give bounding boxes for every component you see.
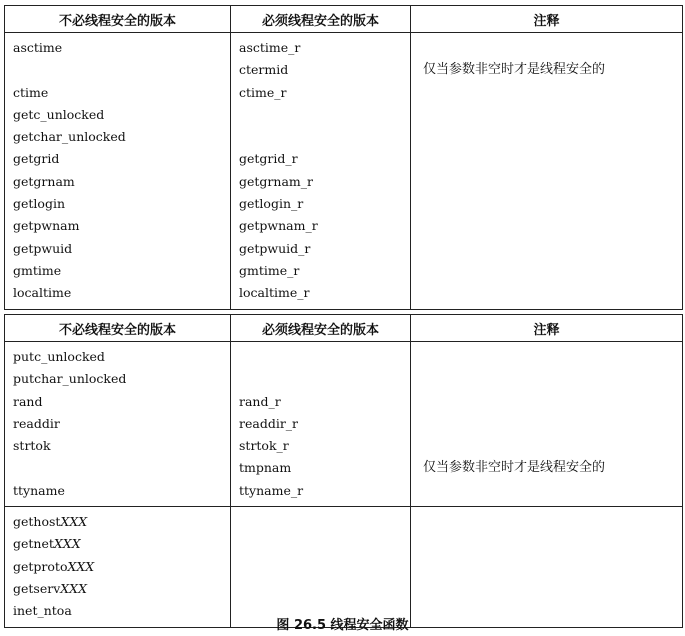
function-name: getgrnam: [13, 173, 75, 189]
thread-safe-table-2: [4, 314, 683, 628]
figure-caption: 图 26.5 线程安全函数: [276, 618, 409, 633]
notes-column: [411, 342, 682, 484]
function-name: [13, 457, 222, 479]
function-name: getpwuid: [13, 240, 73, 256]
function-name: getlogin: [13, 196, 65, 212]
non-thread-safe-column: [5, 507, 230, 626]
function-name: [239, 368, 402, 390]
function-name: asctime: [13, 40, 63, 55]
function-name: ttyname_r: [239, 482, 304, 498]
function-name: getchar_unlocked: [13, 129, 126, 145]
function-name: getpwuid_r: [239, 240, 311, 256]
note-text: [423, 435, 674, 457]
header-notes: 注释: [411, 315, 683, 342]
table-body-row: [5, 33, 683, 310]
function-name: gmtime_r: [239, 262, 300, 278]
function-name: localtime: [13, 285, 72, 301]
header-thread-safe: 必须线程安全的版本: [231, 315, 411, 342]
function-name: strtok_r: [239, 438, 289, 454]
thread-safe-column: [231, 33, 410, 309]
notes-column: [411, 33, 682, 86]
function-name: getpwnam: [13, 218, 80, 234]
function-name: gmtime: [13, 262, 62, 278]
function-name: [239, 126, 402, 148]
note-text: [423, 391, 674, 413]
note-text: 仅当参数非空时才是线程安全的: [423, 62, 606, 78]
thread-safe-table-1: [4, 5, 683, 310]
function-name: getservXXX: [13, 580, 87, 596]
function-name: [13, 59, 222, 81]
function-name: ctime_r: [239, 84, 287, 100]
function-name: getc_unlocked: [13, 106, 105, 122]
function-name: asctime_r: [239, 40, 301, 55]
function-name: [239, 104, 402, 126]
table-header-row: [5, 6, 683, 33]
non-thread-safe-column: [5, 342, 230, 506]
note-text: [423, 346, 674, 368]
header-thread-safe: 必须线程安全的版本: [231, 6, 411, 33]
function-name: getlogin_r: [239, 196, 304, 212]
header-non-thread-safe: 不必线程安全的版本: [5, 315, 231, 342]
note-text: [423, 368, 674, 390]
function-name: ctime: [13, 84, 49, 100]
function-name: strtok: [13, 438, 51, 454]
note-text: [423, 37, 674, 59]
function-name: getgrid: [13, 151, 60, 167]
note-text: 仅当参数非空时才是线程安全的: [423, 460, 606, 476]
table-body-row: [5, 507, 683, 627]
function-name: localtime_r: [239, 285, 310, 301]
function-name: getgrnam_r: [239, 173, 313, 189]
function-name: readdir: [13, 415, 60, 431]
function-name: putchar_unlocked: [13, 371, 127, 387]
function-name: readdir_r: [239, 415, 299, 431]
function-name: ctermid: [239, 62, 289, 78]
function-name: rand: [13, 393, 43, 409]
function-name: inet_ntoa: [13, 603, 72, 619]
function-name: tmpnam: [239, 460, 292, 476]
function-name: getnetXXX: [13, 536, 81, 552]
header-notes: 注释: [411, 6, 683, 33]
function-name: [239, 346, 402, 368]
table-body-row: [5, 342, 683, 507]
function-name: gethostXXX: [13, 514, 88, 530]
header-non-thread-safe: 不必线程安全的版本: [5, 6, 231, 33]
function-name: getgrid_r: [239, 151, 298, 167]
note-text: [423, 413, 674, 435]
thread-safe-column: [231, 342, 410, 506]
non-thread-safe-column: [5, 33, 230, 309]
empty-cell: [411, 507, 683, 627]
function-name: ttyname: [13, 482, 65, 498]
empty-cell: [231, 507, 411, 627]
table-header-row: [5, 315, 683, 342]
function-name: putc_unlocked: [13, 349, 105, 364]
function-name: rand_r: [239, 393, 281, 409]
function-name: getprotoXXX: [13, 558, 95, 574]
function-name: getpwnam_r: [239, 218, 318, 234]
